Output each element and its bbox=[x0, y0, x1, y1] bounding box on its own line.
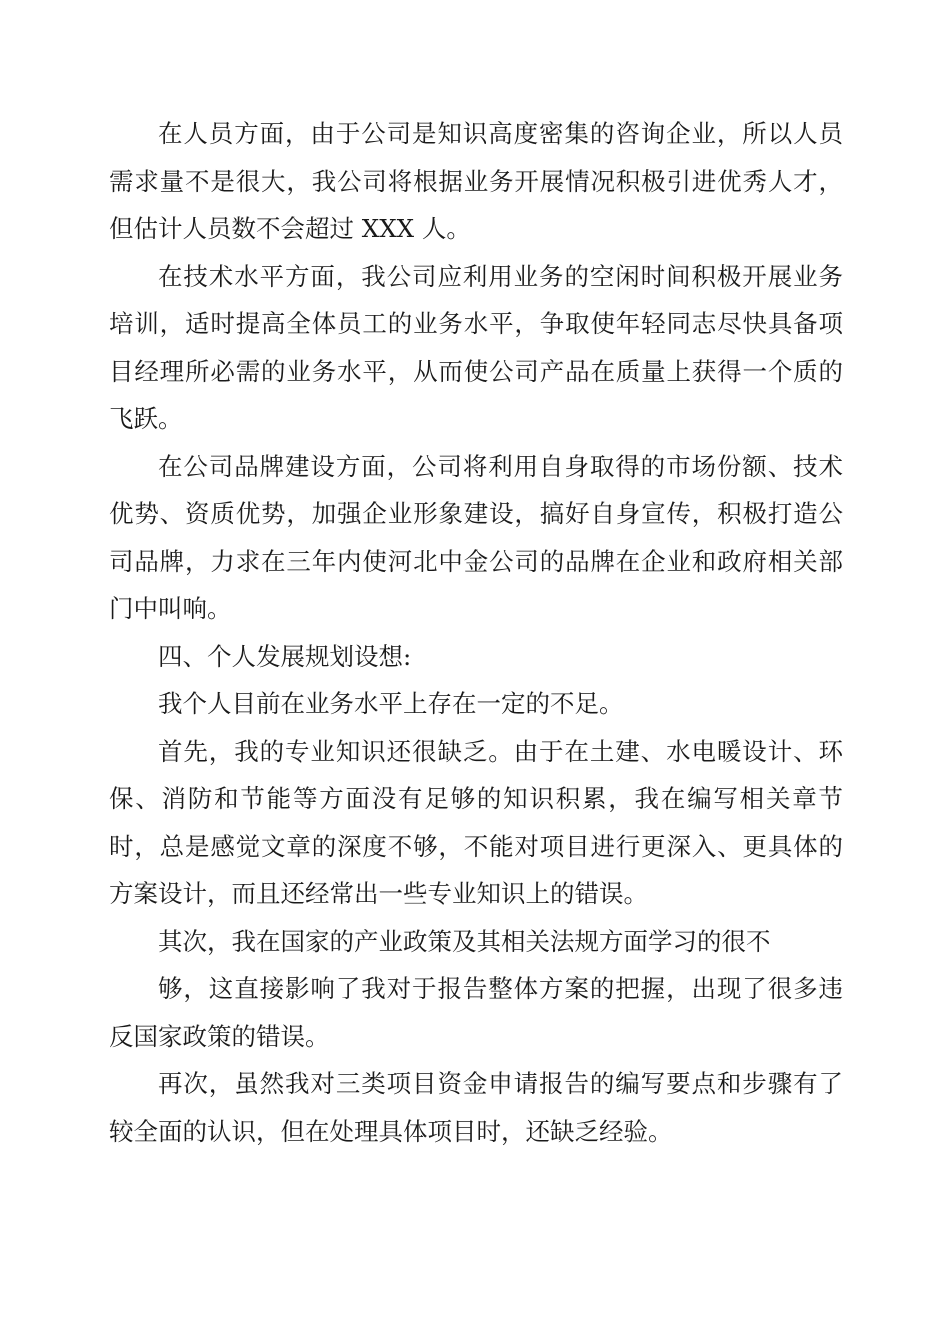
section-heading-personal-plan: 四、个人发展规划设想: bbox=[158, 641, 412, 671]
paragraph-second-shortcoming-line1: 其次，我在国家的产业政策及其相关法规方面学习的很不 bbox=[158, 926, 771, 956]
paragraph-personnel: 在人员方面，由于公司是知识高度密集的咨询企业，所以人员需求量不是很大，我公司将根据业务开展情况积极引进优秀人才，但估计人员数不会超过 XXX 人。 bbox=[109, 119, 843, 243]
paragraph-shortcomings-intro: 我个人目前在业务水平上存在一定的不足。 bbox=[158, 689, 624, 718]
paragraph-brand-building: 在公司品牌建设方面，公司将利用自身取得的市场份额、技术优势、资质优势，加强企业形象建设，搞好自身宣传，积极打造公司品牌，力求在三年内使河北中金公司的品牌在企业和政府相关部门中叫响。 bbox=[109, 451, 843, 623]
document-page bbox=[109, 110, 843, 1155]
paragraph-third-shortcoming: 再次，虽然我对三类项目资金申请报告的编写要点和步骤有了较全面的认识，但在处理具体项目时，还缺乏经验。 bbox=[109, 1069, 843, 1146]
paragraph-second-shortcoming-line2: 够，这直接影响了我对于报告整体方案的把握，出现了很多违反国家政策的错误。 bbox=[109, 974, 843, 1051]
paragraph-first-shortcoming: 首先，我的专业知识还很缺乏。由于在土建、水电暖设计、环保、消防和节能等方面没有足够的知识积累，我在编写相关章节时，总是感觉文章的深度不够，不能对项目进行更深入、更具体的方案设计，而且还经常出一些专业知识上的错误。 bbox=[109, 736, 843, 908]
paragraph-technical-level: 在技术水平方面，我公司应利用业务的空闲时间积极开展业务培训，适时提高全体员工的业务水平，争取使年轻同志尽快具备项目经理所必需的业务水平，从而使公司产品在质量上获得一个质的飞跃。 bbox=[109, 261, 843, 433]
